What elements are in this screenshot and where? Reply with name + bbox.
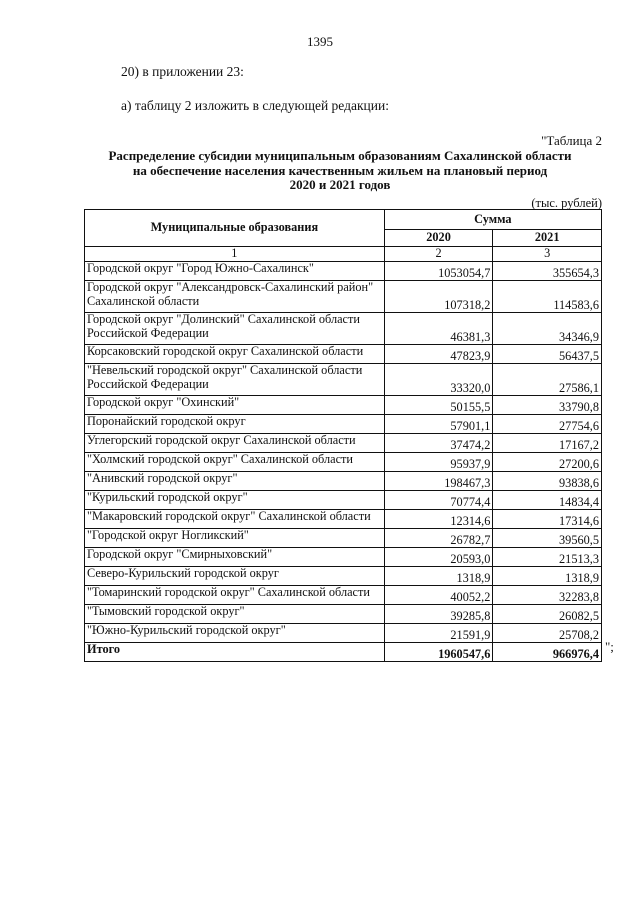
value-2020: 40052,2: [384, 586, 493, 605]
value-2021: 27754,6: [493, 415, 602, 434]
header-year-2021: 2021: [493, 230, 602, 247]
closing-quote: ";: [605, 639, 614, 654]
value-2020: 46381,3: [384, 313, 493, 345]
column-number-row: [85, 247, 602, 262]
table-row: [85, 364, 602, 396]
value-2020: 95937,9: [384, 453, 493, 472]
municipality-name: Северо-Курильский городской округ: [85, 567, 385, 586]
column-number: 1: [85, 247, 385, 262]
intro-line-2: а) таблицу 2 изложить в следующей редакции:: [121, 98, 389, 113]
municipality-name: "Городской округ Ногликский": [85, 529, 385, 548]
value-2021: 93838,6: [493, 472, 602, 491]
value-2020: 39285,8: [384, 605, 493, 624]
municipality-name: "Южно-Курильский городской округ": [85, 624, 385, 643]
municipality-name: "Холмский городской округ" Сахалинской области: [85, 453, 385, 472]
value-2020: 26782,7: [384, 529, 493, 548]
total-row: [85, 643, 602, 662]
municipality-name: Городской округ "Смирныховский": [85, 548, 385, 567]
value-2021: 56437,5: [493, 345, 602, 364]
value-2020: 50155,5: [384, 396, 493, 415]
value-2021: 39560,5: [493, 529, 602, 548]
table-row: [85, 605, 602, 624]
subsidy-table: [84, 209, 602, 662]
value-2020: 37474,2: [384, 434, 493, 453]
value-2020: 107318,2: [384, 281, 493, 313]
value-2020: 70774,4: [384, 491, 493, 510]
total-label: Итого: [85, 643, 385, 662]
municipality-name: Корсаковский городской округ Сахалинской области: [85, 345, 385, 364]
municipality-name: "Тымовский городской округ": [85, 605, 385, 624]
table-row: [85, 510, 602, 529]
municipality-name: Углегорский городской округ Сахалинской области: [85, 434, 385, 453]
column-number: 3: [493, 247, 602, 262]
total-2020: 1960547,6: [384, 643, 493, 662]
table-row: [85, 396, 602, 415]
table-row: [85, 453, 602, 472]
value-2021: 27200,6: [493, 453, 602, 472]
municipality-name: "Томаринский городской округ" Сахалинской области: [85, 586, 385, 605]
value-2021: 33790,8: [493, 396, 602, 415]
table-row: [85, 472, 602, 491]
table-title: [80, 149, 600, 193]
value-2020: 33320,0: [384, 364, 493, 396]
table-row: [85, 624, 602, 643]
municipality-name: "Анивский городской округ": [85, 472, 385, 491]
table-row: [85, 586, 602, 605]
title-line-2: на обеспечение населения качественным жильем на плановый период: [132, 162, 548, 178]
value-2021: 25708,2: [493, 624, 602, 643]
value-2021: 14834,4: [493, 491, 602, 510]
header-sum: Сумма: [384, 210, 601, 230]
table-reference: "Таблица 2: [541, 133, 602, 148]
value-2021: 1318,9: [493, 567, 602, 586]
table-row: [85, 281, 602, 313]
value-2021: 21513,3: [493, 548, 602, 567]
municipality-name: Городской округ "Долинский" Сахалинской области Российской Федерации: [85, 313, 385, 345]
table-row: [85, 415, 602, 434]
municipality-name: Городской округ "Охинский": [85, 396, 385, 415]
total-2021: 966976,4: [493, 643, 602, 662]
value-2021: 32283,8: [493, 586, 602, 605]
value-2020: 20593,0: [384, 548, 493, 567]
intro-line-1: 20) в приложении 23:: [121, 64, 244, 79]
municipality-name: "Макаровский городской округ" Сахалинской области: [85, 510, 385, 529]
header-municipality: Муниципальные образования: [85, 210, 385, 247]
value-2020: 1318,9: [384, 567, 493, 586]
value-2020: 21591,9: [384, 624, 493, 643]
value-2021: 355654,3: [493, 262, 602, 281]
municipality-name: "Курильский городской округ": [85, 491, 385, 510]
table-row: [85, 262, 602, 281]
column-number: 2: [384, 247, 493, 262]
units-label: (тыс. рублей): [531, 196, 602, 210]
title-line-1: Распределение субсидии муниципальным образованиям Сахалинской области: [108, 148, 572, 163]
table-row: [85, 313, 602, 345]
municipality-name: Поронайский городской округ: [85, 415, 385, 434]
value-2020: 57901,1: [384, 415, 493, 434]
value-2020: 1053054,7: [384, 262, 493, 281]
value-2021: 34346,9: [493, 313, 602, 345]
value-2021: 17167,2: [493, 434, 602, 453]
table-row: [85, 567, 602, 586]
table-row: [85, 548, 602, 567]
municipality-name: "Невельский городской округ" Сахалинской области Российской Федерации: [85, 364, 385, 396]
header-year-2020: 2020: [384, 230, 493, 247]
value-2021: 27586,1: [493, 364, 602, 396]
value-2020: 198467,3: [384, 472, 493, 491]
municipality-name: Городской округ "Город Южно-Сахалинск": [85, 262, 385, 281]
municipality-name: Городской округ "Александровск-Сахалинский район" Сахалинской области: [85, 281, 385, 313]
table-row: [85, 529, 602, 548]
value-2021: 26082,5: [493, 605, 602, 624]
page-number: 1395: [307, 34, 333, 49]
value-2020: 12314,6: [384, 510, 493, 529]
table-row: [85, 345, 602, 364]
title-line-3: 2020 и 2021 годов: [289, 177, 391, 192]
value-2021: 114583,6: [493, 281, 602, 313]
table-row: [85, 491, 602, 510]
table-row: [85, 434, 602, 453]
value-2021: 17314,6: [493, 510, 602, 529]
value-2020: 47823,9: [384, 345, 493, 364]
